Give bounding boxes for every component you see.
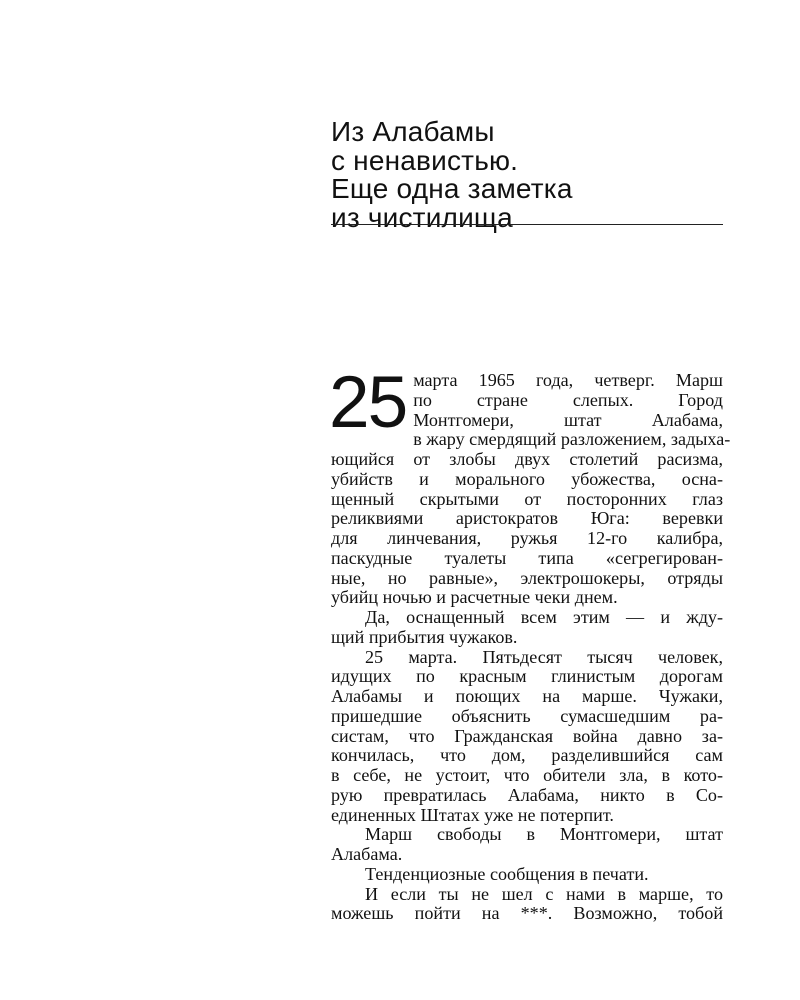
- title-underline-rule: [331, 224, 723, 225]
- paragraph: [331, 648, 723, 826]
- text-line: пришедшие объяснить сумасшедшим ра-: [331, 705, 723, 726]
- text-line: Да, оснащенный всем этим — и жду-: [365, 607, 723, 627]
- paragraph-opening: [329, 362, 731, 608]
- text-line: в жару смердящий разложением, задыха-: [413, 429, 731, 450]
- chapter-title-line: из чистилища: [331, 201, 513, 233]
- text-line: марта 1965 года, четверг. Марш: [413, 370, 723, 390]
- text-line: убийств и морального убожества, осна-: [331, 468, 723, 489]
- text-line: рую превратилась Алабама, никто в Со-: [331, 784, 723, 805]
- text-line: Алабамы и поющих на марше. Чужаки,: [331, 686, 723, 706]
- text-line: можешь пойти на ***. Возможно, тобой: [331, 903, 723, 924]
- text-line: Монтгомери, штат Алабама,: [413, 409, 723, 430]
- text-line: систам, что Гражданская война давно за-: [331, 725, 723, 746]
- text-line: паскудные туалеты типа «сегрегирован-: [331, 547, 723, 568]
- text-line: щий прибытия чужаков.: [331, 626, 518, 647]
- text-line: по стране слепых. Город: [413, 389, 723, 410]
- chapter-title-line: Из Алабамы: [331, 116, 495, 147]
- text-line: идущих по красным глинистым дорогам: [331, 666, 723, 687]
- text-line: убийц ночью и расчетные чеки днем.: [331, 587, 618, 608]
- text-line: единенных Штатах уже не потерпит.: [331, 804, 614, 825]
- text-line: ные, но равные», электрошокеры, отряды: [331, 567, 723, 588]
- text-line: кончилась, что дом, разделившийся сам: [331, 745, 723, 766]
- text-line: в себе, не устоит, что обители зла, в кото-: [331, 765, 723, 785]
- drop-cap: 25: [329, 362, 407, 443]
- paragraph: [331, 885, 723, 925]
- chapter-body-text: [329, 362, 731, 924]
- text-line: для линчевания, ружья 12-го калибра,: [331, 528, 723, 548]
- text-line: реликвиями аристократов Юга: веревки: [331, 508, 723, 529]
- text-line: 25 марта. Пятьдесят тысяч человек,: [365, 646, 723, 667]
- text-line: ющийся от злобы двух столетий расизма,: [331, 449, 723, 469]
- paragraph: [331, 608, 723, 648]
- text-line: Алабама.: [331, 844, 403, 864]
- chapter-title-line: Еще одна заметка: [331, 173, 573, 204]
- paragraph: [331, 825, 723, 865]
- paragraph: [331, 865, 723, 885]
- chapter-title-line: с ненавистью.: [331, 144, 519, 176]
- text-line: Марш свободы в Монтгомери, штат: [365, 824, 723, 845]
- text-line: щенный скрытыми от посторонних глаз: [331, 488, 723, 509]
- text-line: Тенденциозные сообщения в печати.: [365, 863, 649, 884]
- text-line: И если ты не шел с нами в марше, то: [365, 883, 723, 904]
- chapter-title: [331, 118, 723, 232]
